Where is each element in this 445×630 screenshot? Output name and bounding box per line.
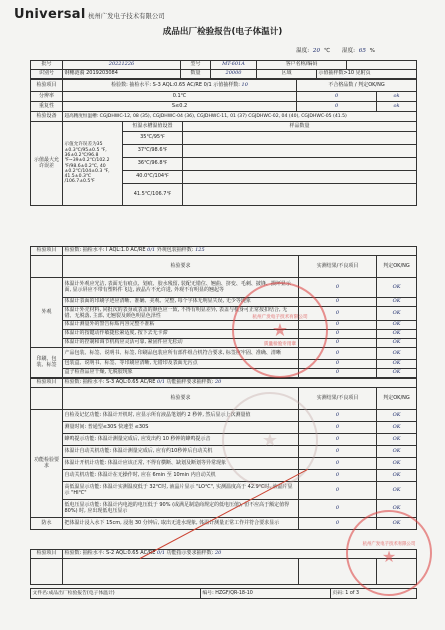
report-title: 成品出厂检验报告(电子体温计) [162,27,283,37]
sample-cell [183,132,417,145]
check-result: 0 [299,446,377,458]
check-result: 0 [299,298,377,307]
sample-header: 样品数量 [183,122,417,132]
footer-table [30,588,417,599]
temp-label: 温度: [296,48,310,54]
temp-unit: ℃ [323,48,331,54]
check-result: 0 [299,470,377,482]
check-result: 0 [299,369,377,378]
section2-acre-value: 0/1 [147,247,156,254]
section4-sample-label: 功能指示要求抽样数: [166,550,214,557]
check-item: 体温计的按键动作敏捷松紧适度, 按下去无卡滞 [63,330,299,339]
stamp-sub: 质量检验专用章 [263,341,297,347]
section2-sample-value: 125 [195,247,205,254]
sample-cell [183,145,417,158]
col-judge: 判定OK/NG [377,388,417,410]
bath-value: 40.0℃/104℉ [123,171,183,184]
check-item: 包装盒、说明书、标签、等印刷应清晰, 无错印及表面无污点 [63,360,299,369]
check-item: 自检及记忆功能: 体温计开机时, 应显示所有液晶笔划约 2 秒钟, 然后显示上次测量值 [63,410,299,422]
check-result: 0 [299,500,377,518]
repeat-fail: 0 [297,102,377,112]
col-judge: 判定OK/NG [377,256,417,278]
section2-aql [63,247,417,256]
star-icon: ★ [271,319,289,341]
model-value: MT-601A [211,61,257,70]
check-item: 低电压显示功能: 体温计内电池的电压低于 90% (或满足制造商规定的低电压值), 但不应高于额定值得 80%) 时, 应出现低电压显示 [63,500,299,518]
section2-sample-label: 外观包装抽样数: [156,247,194,254]
bottom-stamp-text: 杭州广发电子技术有限公司 [362,541,416,547]
section3-sample-value: 20 [214,379,222,386]
section2-label: 检验项目 [31,247,63,256]
sample-cell [183,171,417,184]
section4-aql-text: 检验数: 抽检水平: S-2 AQL:0.65 [64,550,139,557]
check-judge: OK [377,434,417,446]
bath-value: 37℃/98.6℉ [123,145,183,158]
bath-header: 恒温水槽温值设置 [123,122,183,132]
footer-page-value: 1 of 3 [345,590,360,596]
footer-file: 文件名:成品出厂检验报告(电子体温计) [31,589,201,599]
col-req: 检验要求 [63,388,299,410]
id-value: 钢穗涟漪 2019203084 [63,70,181,79]
check-result: 0 [299,458,377,470]
faded-stamp [222,392,318,488]
check-result: 0 [299,339,377,348]
sample-note: 示值抽样数>10 见附页 [317,70,417,79]
check-judge: OK [377,307,417,321]
repeat-ok: ok [377,102,417,112]
check-item: 体温计外壳材料, 同批次的表身或表盖的颜色应一致, 不得有明显差异, 表盖与机身可正常按扣结合, 无错、无脱落, 主部, 无翘裂及颜色明显色泽性 [63,307,299,321]
check-result: 0 [299,518,377,530]
check-judge: OK [377,470,417,482]
col-judge: 判定OK/NG [358,81,385,88]
area-label: 区域 [257,70,317,79]
section1-aql [63,80,297,92]
section3-aql [63,379,417,388]
section1-label: 检验项目 [31,80,63,92]
section2-aql-text: 检验数: 抽检水平: I AQL:1.0 [64,247,129,254]
check-judge: OK [377,348,417,360]
check-item: 自动关机功能: 体温计在无操作时, 应在 6min 至 10min 内自动关机 [63,470,299,482]
check-result: 0 [299,321,377,330]
check-item: 体温计表面的印刷字迹应清晰、准确、美观、完整, 每个字体无明显失误, 无少等现象 [63,298,299,307]
quality-stamp [232,282,328,378]
section2-table [30,246,417,378]
bath-value: 36℃/96.8℉ [123,158,183,171]
batch-value: 20221226 [63,61,181,70]
section1-sample-label: 示值抽样数: [213,81,240,88]
accuracy-label: 示值最大允许误差 [31,122,63,206]
col-fail: 实测结果/不良项目 [299,388,377,410]
equip-text: 超高精度恒温槽: CGJDHWC-12, 08 (35), CGJDHWC-04 (36), CGJDHWC-11, 01 (37) CGJDHWC-02, 04 (40), CGJDHWC-05 (41.5) [63,112,417,122]
check-result: 0 [299,278,377,298]
check-item: 高低温显示功能: 体温计实测温度低于 32℃时, 液晶片显示 "LO℃", 实测温度高于 42.9℃时, 液晶片显示 "HI℃" [63,482,299,500]
resolution-fail: 0 [297,92,377,102]
check-result: 0 [299,482,377,500]
humidity-value: 65 [358,48,366,54]
section4-acre: AC/RE [140,550,156,557]
check-judge: OK [377,321,417,330]
check-result: 0 [299,422,377,434]
check-judge: OK [377,410,417,422]
blank-cell [31,559,63,585]
section3-aql-text: 检验数: 抽检水平: S-3 AQL:0.65 [64,379,139,386]
section1-headers: 不合格品数 / 判定OK/NG [297,80,417,92]
packaging-label: 印刷、包装、标签 [31,348,63,378]
company-name: 杭州广发电子技术有限公司 [88,12,165,20]
section4-label: 检验项目 [31,550,63,559]
section1-acre: AC/RE 0/1 [186,81,212,88]
check-judge: OK [377,422,417,434]
accuracy-req: 示值允许误差为35 ±0.3℃/95±0.5 ℉, 36±0.2℃/96.8 ℉~39±0.2℃/102.2 ℉/98.6±0.2℃, 40 ±0.2℃/104±0.3 ℉, 41.5±0.3℃ /106.7±0.5℉ [63,122,123,206]
company-logo: Universal [14,7,86,22]
check-judge: OK [377,298,417,307]
check-result: 0 [299,360,377,369]
faded-star-icon: ★ [261,429,279,451]
id-label: 识别号 [31,70,63,79]
check-judge: OK [377,278,417,298]
footer-page-label: 页码: [332,590,344,596]
check-item: 蜂鸣提示功能: 体温计测量完成后, 应发出约 10 秒钟的蜂鸣提示音 [63,434,299,446]
check-judge: OK [377,458,417,470]
temp-value: 20 [312,48,321,54]
check-result: 0 [299,348,377,360]
resolution-req: 0.1℃ [63,92,297,102]
waterproof-label: 防水 [31,518,63,530]
check-item: 体温计测量外的警告标贴内容完整不准粘 [63,321,299,330]
sample-cell [183,184,417,206]
appearance-label: 外观 [31,278,63,348]
section3-acre: AC/RE [140,379,156,386]
check-result: 0 [299,330,377,339]
qty-value: 20000 [211,70,257,79]
col-fail: 不合格品数 [328,81,354,88]
section1-aql-text: 检验数: 抽检水平: S-3 AQL:0.65 [111,81,186,88]
col-fail: 实测结果/不良项目 [299,256,377,278]
check-item: 测量时间: 普通型≤30S 快速型 ≤30S [63,422,299,434]
check-judge: OK [377,482,417,500]
bath-value: 41.5℃/106.7℉ [123,184,183,206]
blank-cell [31,256,63,278]
check-item: 体温计开机计功能: 体温计应该正常, 不得有横断、缺划及断划等异常现象 [63,458,299,470]
sample-cell [183,158,417,171]
check-judge: OK [377,518,417,530]
customer-value [347,61,417,70]
section3-sample-label: 功能抽样要求抽样数: [166,379,214,386]
section2-acre: AC/RE [130,247,146,254]
repeat-label: 重复性 [31,102,63,112]
bottom-stamp [346,510,432,596]
section4-acre-value: 0/1 [157,550,166,557]
check-item: 体温计的控制和调节机构应灵活可靠, 紧固件应无松动 [63,339,299,348]
section3-acre-value: 0/1 [157,379,166,386]
blank-cell [31,388,63,410]
check-judge: OK [377,369,417,378]
model-label: 型号 [181,61,211,70]
function-label: 功能检验要求 [31,410,63,518]
resolution-label: 分辨率 [31,92,63,102]
check-result: 0 [299,410,377,422]
resolution-ok: ok [377,92,417,102]
check-judge: OK [377,339,417,348]
batch-label: 批号 [31,61,63,70]
check-item: 盒子检查品应干燥, 无脱胶现象 [63,369,299,378]
bath-value: 35℃/95℉ [123,132,183,145]
humidity-unit: % [369,48,375,54]
check-item: 体温计自动关机功能: 体温计测量完成后, 应有约10秒钟后自动关机 [63,446,299,458]
repeat-req: S≤0.2 [63,102,297,112]
check-judge: OK [377,500,417,518]
section4-sample-value: 20 [214,550,222,557]
section1-table [30,79,417,206]
customer-label: 客户名称/编码 [257,61,347,70]
blank-cell [63,559,299,585]
section3-label: 检验项目 [31,379,63,388]
qty-label: 数量 [181,70,211,79]
environment-line [294,46,375,54]
check-result: 0 [299,307,377,321]
check-judge: OK [377,360,417,369]
check-item: 把体温计浸入水下 15cm, 浸泡 30 分钟后, 取出无进水现象, 体温计测量正常工作并符合要求显示 [63,518,299,530]
check-judge: OK [377,446,417,458]
col-req: 检验要求 [63,256,299,278]
footer-code: 编号: HZGF/QR-18-10 [201,589,331,599]
humidity-label: 湿度: [341,48,355,54]
check-item: 产品包装、标签、说明书、标签, 印刷品包装应所有部件组合机符合要求, 标签应牢固、准确、清晰 [63,348,299,360]
check-result: 0 [299,434,377,446]
bottom-star-icon: ★ [381,546,397,566]
check-judge: OK [377,330,417,339]
stamp-text: 杭州广发电子技术有限公司 [252,314,308,320]
check-item: 体温计外观应光洁, 表面无有痕点、划痕、胶水残留, 装配无错位、翘曲、挤变、毛刺、披锋、损坏显示面, 显示屏应不带有塑料件飞边, 液晶片不允许进, 外观不有明显的翘起等 [63,278,299,298]
equip-label: 检验设备 [31,112,63,122]
info-table [30,60,417,79]
section1-sample-count: 10 [241,81,248,88]
